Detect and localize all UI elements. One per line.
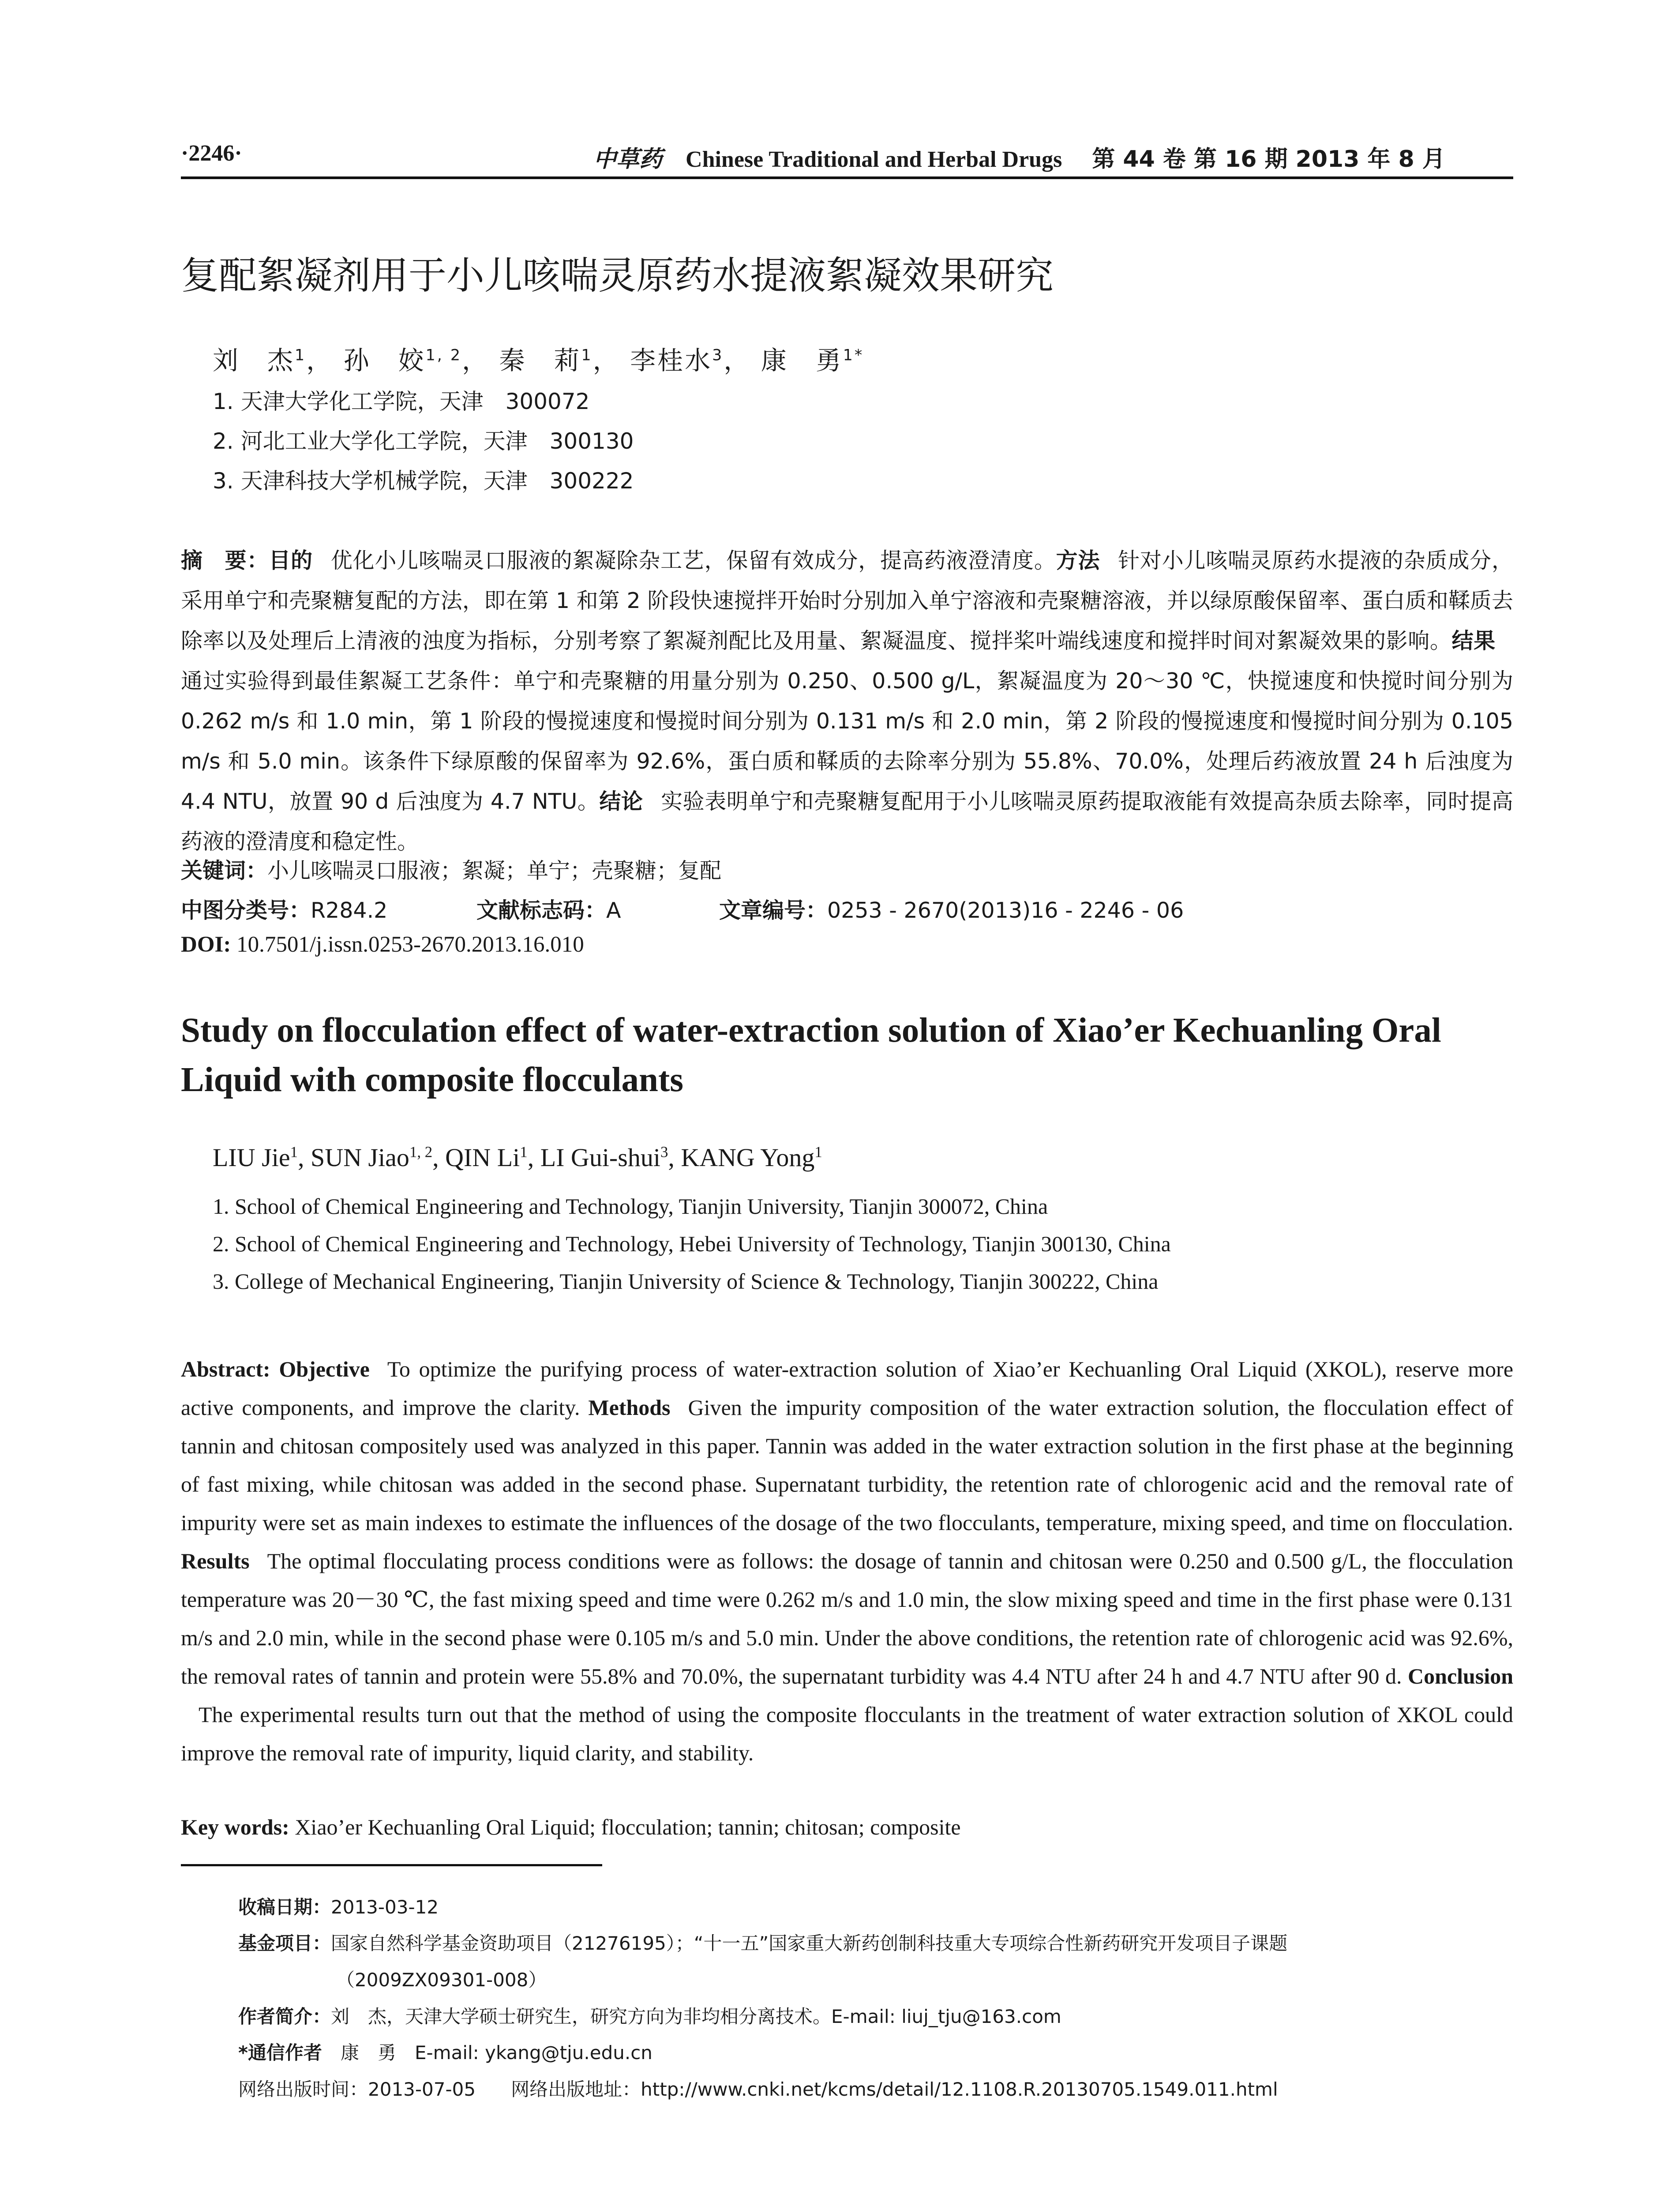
cn-classification	[181, 893, 387, 924]
footnote-received	[238, 1893, 439, 1919]
doc-code-value: A	[606, 898, 621, 923]
cn-author: 刘 杰	[213, 345, 295, 375]
cn-author: 孙 姣	[343, 345, 426, 375]
fund-label: 基金项目：	[238, 1932, 331, 1954]
doi-line	[181, 932, 584, 957]
en-methods-label: Methods	[588, 1395, 671, 1420]
doc-code-label: 文献标志码：	[476, 898, 607, 923]
clc-label: 中图分类号：	[181, 898, 311, 923]
issue-info: 第 44 卷 第 16 期 2013 年 8 月	[1092, 146, 1445, 173]
cn-objective-text: 优化小儿咳喘灵口服液的絮凝除杂工艺，保留有效成分，提高药液澄清度。	[330, 548, 1056, 573]
cn-conclusion-label: 结论	[599, 789, 643, 814]
footnote-corresponding	[238, 2038, 652, 2065]
en-conclusion-text: The experimental results turn out that the method of using the composite flocculants in the treatment of water extraction solution of XKOL could improve the removal rate of impurity, liquid clarity, and stability.	[181, 1702, 1513, 1765]
received-label: 收稿日期：	[238, 1896, 331, 1918]
footnote-fund	[238, 1929, 1287, 1955]
en-keywords-text: Xiao’er Kechuanling Oral Liquid; flocculation; tannin; chitosan; composite	[295, 1815, 961, 1839]
cn-methods-label: 方法	[1056, 548, 1100, 573]
doi-value: 10.7501/j.issn.0253-2670.2013.16.010	[236, 932, 584, 957]
article-no-label: 文章编号：	[719, 898, 828, 923]
en-author: LI Gui-shui	[540, 1143, 660, 1172]
en-methods-text: Given the impurity composition of the water extraction solution, the flocculation effect of tannin and chitosan compositely used was analyzed in this paper. Tannin was added in the water extraction solution in the first phase at the beginning of fast mixing, while chitosan was added in the second phase. Supernatant turbidity, the retention rate of chlorogenic acid and the removal rate of impurity were set as main indexes to estimate the influences of the dosage of the two flocculants, temperature, mixing speed, and time on flocculation.	[181, 1395, 1513, 1535]
journal-name-en: Chinese Traditional and Herbal Drugs	[686, 147, 1062, 172]
cn-results-text: 通过实验得到最佳絮凝工艺条件：单宁和壳聚糖的用量分别为 0.250、0.500 g/L，絮凝温度为 20～30 ℃，快搅速度和快搅时间分别为 0.262 m/s 和 1.0 min，第 1 阶段的慢搅速度和慢搅时间分别为 0.131 m/s 和 2.0 min，第 2 阶段的慢搅速度和慢搅时间分别为 0.105 m/s 和 5.0 min。该条件下绿原酸的保留率为 92.6%，蛋白质和鞣质的去除率分别为 55.8%、70.0%，处理后药液放置 24 h 后浊度为 4.4 NTU，放置 90 d 后浊度为 4.7 NTU。	[181, 668, 1513, 814]
cn-author-aff: 1*	[843, 346, 864, 364]
en-objective-text: To optimize the purifying process of water-extraction solution of Xiao’er Kechuanling Oral Liquid (XKOL), reserve more active components, and improve the clarity.	[181, 1357, 1514, 1420]
online-time-label: 网络出版时间：	[238, 2078, 368, 2100]
en-author-aff: 1	[520, 1143, 528, 1161]
cn-affiliation: 2. 河北工业大学化工学院，天津 300130	[213, 428, 634, 454]
corresponding-label: *通信作者	[238, 2042, 322, 2063]
cn-keywords-label: 关键词：	[181, 858, 268, 883]
en-results-label: Results	[181, 1549, 250, 1573]
cn-results-label: 结果	[1451, 628, 1496, 653]
cn-doc-code	[476, 893, 621, 924]
footnote-author	[238, 2002, 1061, 2029]
cn-author-aff: 1	[295, 346, 307, 364]
cn-keywords-text: 小儿咳喘灵口服液；絮凝；单宁；壳聚糖；复配	[267, 858, 722, 883]
en-author-aff: 1, 2	[409, 1143, 433, 1161]
footnote-online	[238, 2075, 1278, 2101]
en-author: QIN Li	[445, 1143, 520, 1172]
author-bio-label: 作者简介：	[238, 2006, 331, 2027]
en-objective-label: Objective	[279, 1357, 370, 1381]
en-author-aff: 1	[290, 1143, 298, 1161]
en-title: Study on flocculation effect of water-extraction solution of Xiao’er Kechuanling Oral Liquid with composite flocculants	[181, 1011, 1441, 1099]
author-bio-text: 刘 杰，天津大学硕士研究生，研究方向为非均相分离技术。E-mail: liuj_tju@163.com	[331, 2006, 1061, 2027]
cn-affiliation: 1. 天津大学化工学院，天津 300072	[213, 389, 590, 414]
en-author: LIU Jie	[213, 1143, 290, 1172]
cn-author-aff: 3	[712, 346, 724, 364]
cn-abstract-label: 摘 要：	[181, 548, 269, 573]
en-affiliation: 2. School of Chemical Engineering and Technology, Hebei University of Technology, Tianjin 300130, China	[213, 1231, 1171, 1256]
online-time: 2013-07-05	[368, 2078, 476, 2100]
cn-author: 秦 莉	[499, 345, 581, 375]
en-keywords	[181, 1814, 961, 1840]
footnote-fund-cont: （2009ZX09301-008）	[336, 1969, 547, 1991]
cn-abstract	[181, 540, 1513, 862]
en-author-aff: 3	[660, 1143, 668, 1161]
en-affiliation: 3. College of Mechanical Engineering, Tianjin University of Science & Technology, Tianjin 300222, China	[213, 1269, 1159, 1294]
en-keywords-label: Key words:	[181, 1815, 289, 1839]
online-url-label: 网络出版地址：	[511, 2078, 641, 2100]
en-conclusion-label: Conclusion	[1408, 1664, 1514, 1688]
en-abstract-label: Abstract:	[181, 1357, 270, 1381]
cn-objective-label: 目的	[269, 548, 313, 573]
en-affiliation: 1. School of Chemical Engineering and Technology, Tianjin University, Tianjin 300072, China	[213, 1194, 1048, 1219]
doi-label: DOI:	[181, 932, 231, 957]
en-results-text: The optimal flocculating process conditions were as follows: the dosage of tannin and chitosan were 0.250 and 0.500 g/L, the flocculation temperature was 20－30 ℃, the fast mixing speed and time were 0.262 m/s and 1.0 min, the slow mixing speed and time in the first phase were 0.131 m/s and 2.0 min, while in the second phase were 0.105 m/s and 5.0 min. Under the above conditions, the retention rate of chlorogenic acid was 92.6%, the removal rates of tannin and protein were 55.8% and 70.0%, the supernatant turbidity was 4.4 NTU after 24 h and 4.7 NTU after 90 d.	[181, 1549, 1513, 1688]
running-header	[181, 137, 1513, 179]
page-number: ·2246·	[181, 141, 242, 166]
en-author: KANG Yong	[681, 1143, 815, 1172]
en-author: SUN Jiao	[310, 1143, 409, 1172]
cn-conclusion-text: 实验表明单宁和壳聚糖复配用于小儿咳喘灵原药提取液能有效提高杂质去除率，同时提高药液的澄清度和稳定性。	[181, 789, 1513, 854]
cn-title: 复配絮凝剂用于小儿咳喘灵原药水提液絮凝效果研究	[181, 254, 1054, 298]
fund-text: 国家自然科学基金资助项目（21276195）；“十一五”国家重大新药创制科技重大专项综合性新药研究开发项目子课题	[331, 1932, 1288, 1954]
cn-author-aff: 1	[581, 346, 593, 364]
cn-author: 康 勇	[761, 345, 843, 375]
footnote-divider	[181, 1864, 602, 1866]
cn-author-aff: 1, 2	[425, 346, 462, 364]
cn-article-no	[719, 893, 1184, 924]
article-no-value: 0253 - 2670(2013)16 - 2246 - 06	[827, 898, 1184, 923]
cn-keywords	[181, 854, 721, 885]
received-date: 2013-03-12	[331, 1896, 439, 1918]
clc-value: R284.2	[311, 898, 388, 923]
en-authors: LIU Jie$^1$, SUN Jiao$^{1, 2}$, QIN Li$^1$, LI Gui-shui$^3$, KANG Yong$^1$	[213, 1143, 822, 1172]
cn-affiliation: 3. 天津科技大学机械学院，天津 300222	[213, 468, 634, 494]
corresponding-text: 康 勇 E-mail: ykang@tju.edu.cn	[340, 2042, 652, 2063]
journal-name-cn: 中草药	[593, 146, 663, 173]
journal-info	[593, 140, 1445, 173]
cn-authors: 刘 杰$^1$， 孙 姣$^{1, 2}$， 秦 莉$^1$， 李桂水$^3$， 康 勇$^{1*}$	[213, 345, 864, 375]
cn-methods-text: 针对小儿咳喘灵原药水提液的杂质成分，采用单宁和壳聚糖复配的方法，即在第 1 和第 2 阶段快速搅拌开始时分别加入单宁溶液和壳聚糖溶液，并以绿原酸保留率、蛋白质和鞣质去除率以及处理后上清液的浊度为指标，分别考察了絮凝剂配比及用量、絮凝温度、搅拌桨叶端线速度和搅拌时间对絮凝效果的影响。	[181, 548, 1513, 653]
cn-author: 李桂水	[630, 345, 712, 375]
en-author-aff: 1	[814, 1143, 822, 1161]
online-url[interactable]: http://www.cnki.net/kcms/detail/12.1108.R.20130705.1549.011.html	[641, 2078, 1278, 2100]
en-abstract	[181, 1350, 1513, 1772]
